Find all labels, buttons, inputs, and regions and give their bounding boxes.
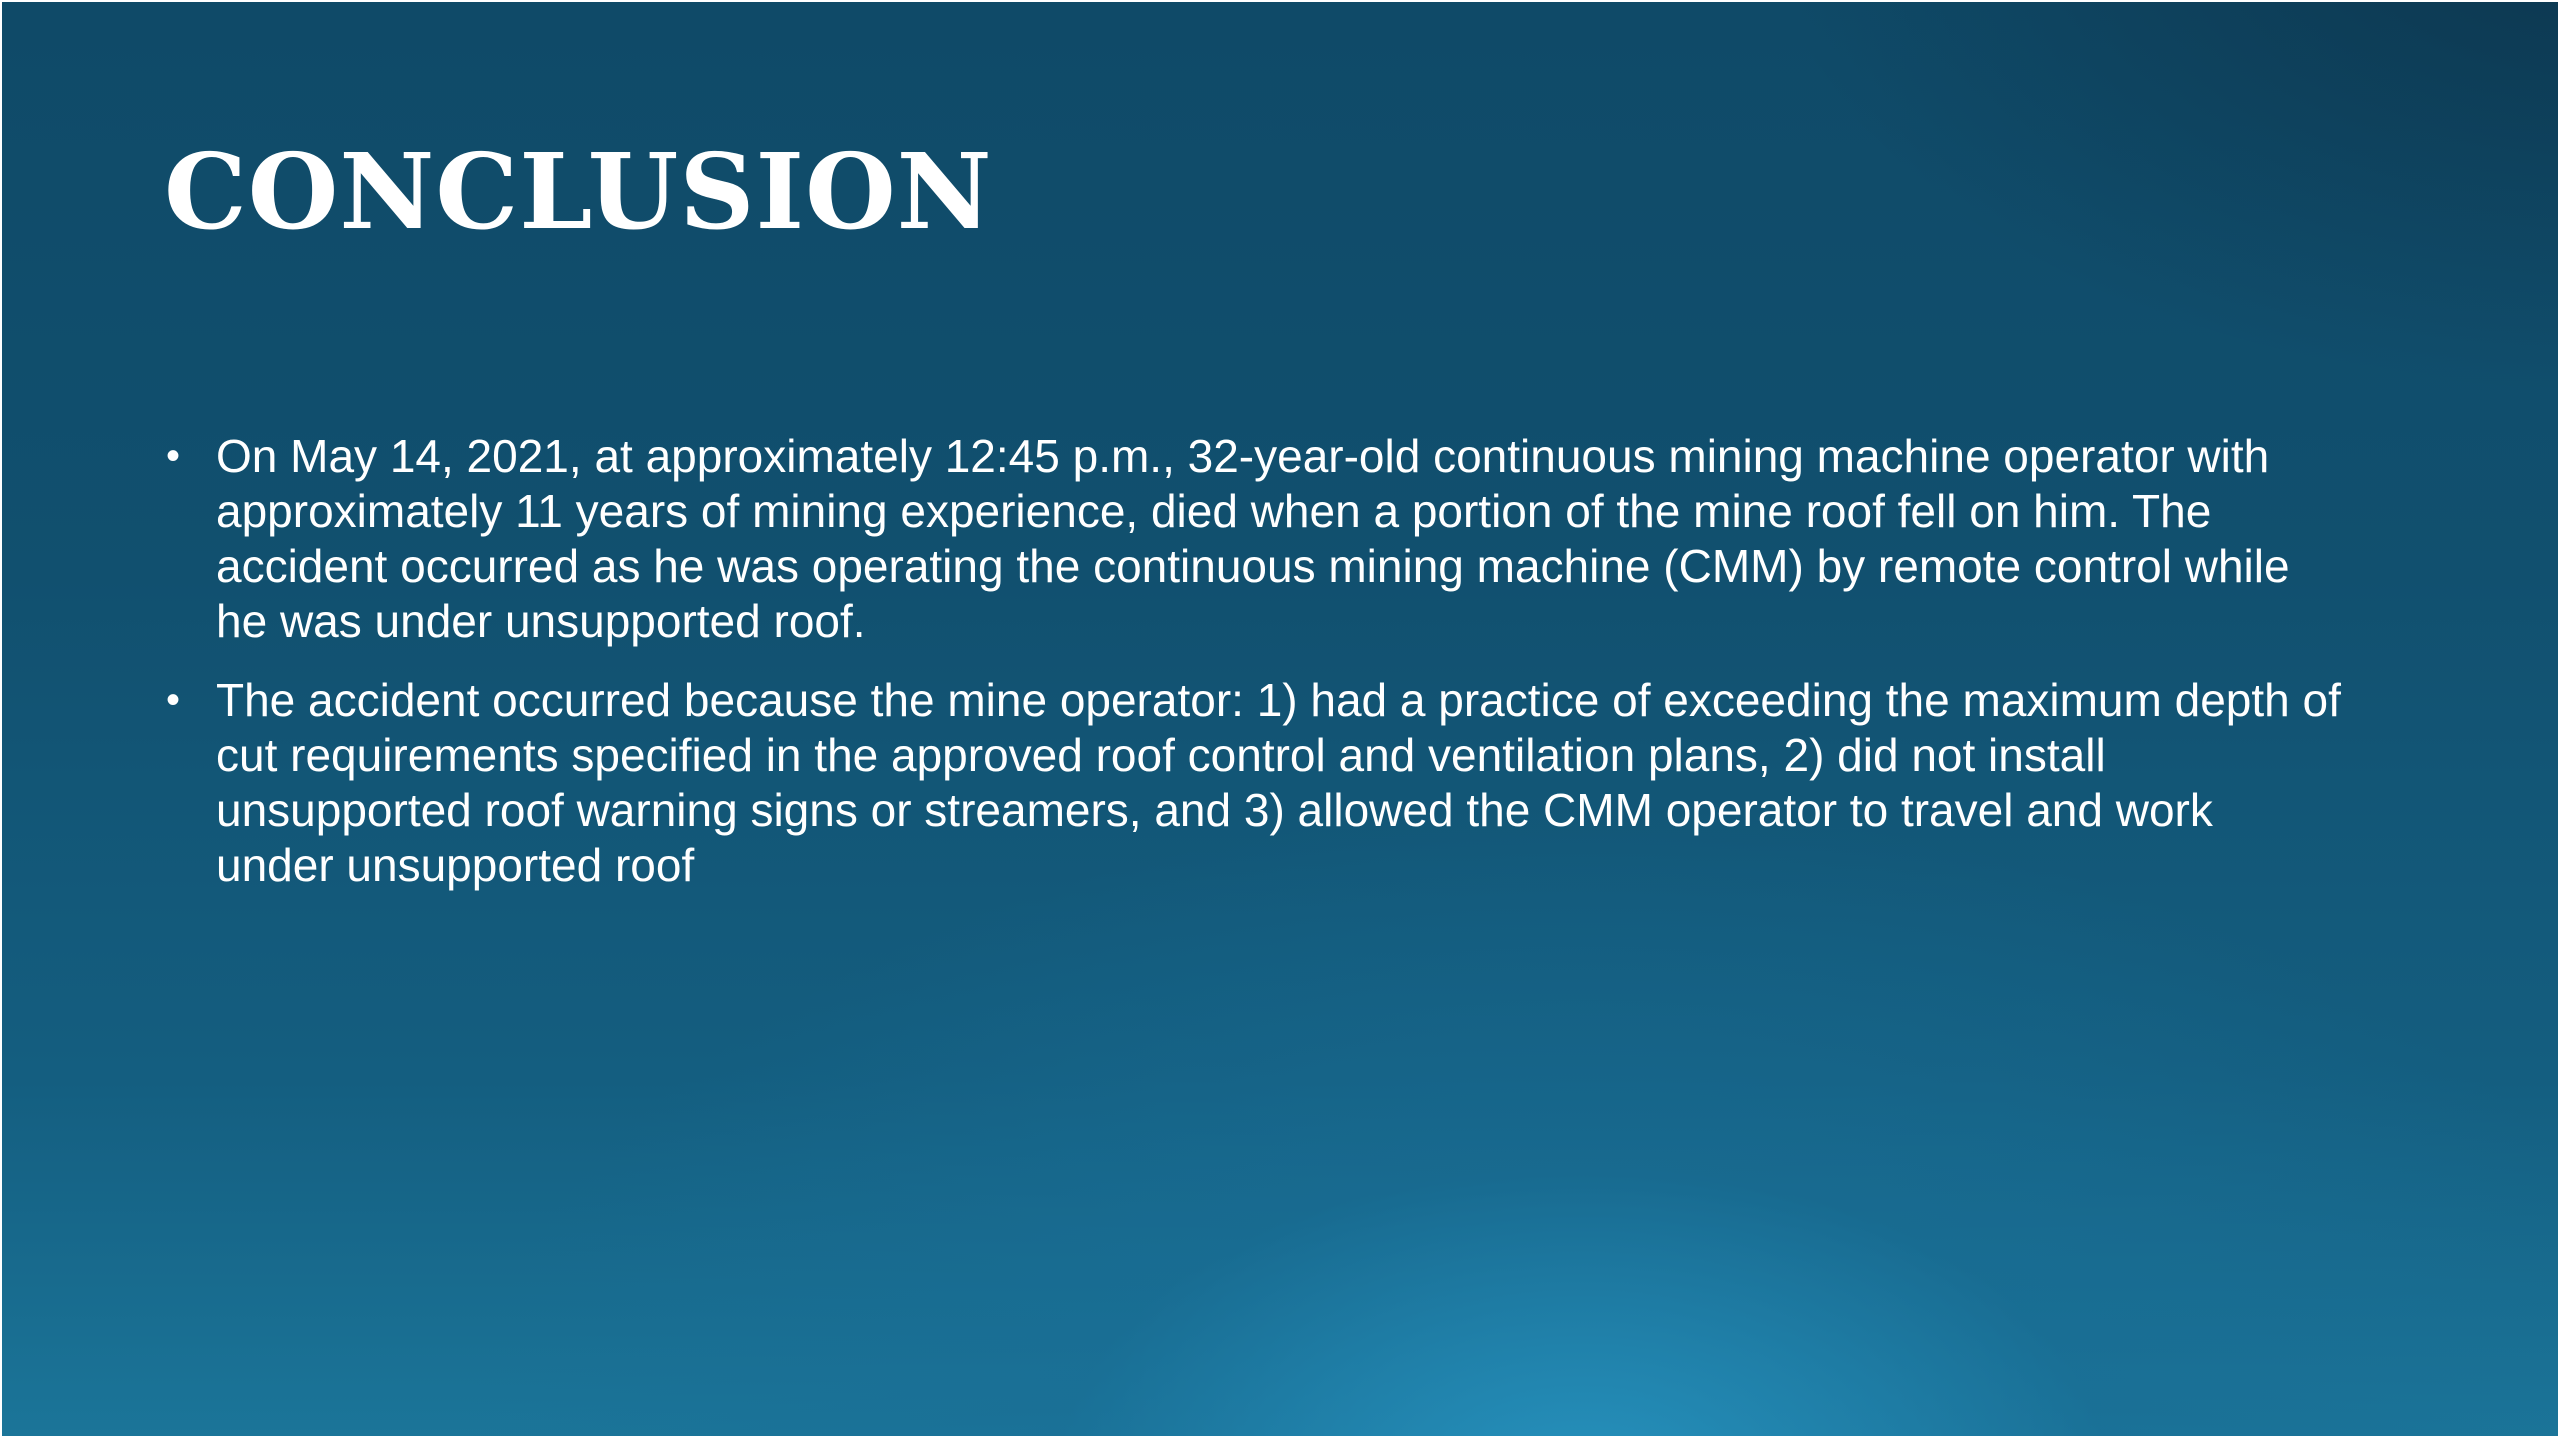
slide-title: CONCLUSION (164, 130, 993, 253)
bullet-text: On May 14, 2021, at approximately 12:45 p.m., 32-year-old continuous mining machine operator with approximately 11 years of mining experience, died when a portion of the mine roof fell on him. The accident occurred as he was operating the continuous mining machine (CMM) by remote control while he was under unsupported roof. (216, 430, 2290, 647)
bullet-item (162, 429, 2342, 649)
bullet-list (162, 429, 2342, 917)
bullet-marker: • (166, 434, 181, 478)
bullet-item (162, 673, 2342, 893)
bullet-text: The accident occurred because the mine operator: 1) had a practice of exceeding the maximum depth of cut requirements specified in the approved roof control and ventilation plans, 2) did not install unsupported roof warning signs or streamers, and 3) allowed the CMM operator to travel and work under unsupported roof (216, 674, 2341, 891)
bullet-marker: • (166, 678, 181, 722)
slide (2, 2, 2558, 1436)
